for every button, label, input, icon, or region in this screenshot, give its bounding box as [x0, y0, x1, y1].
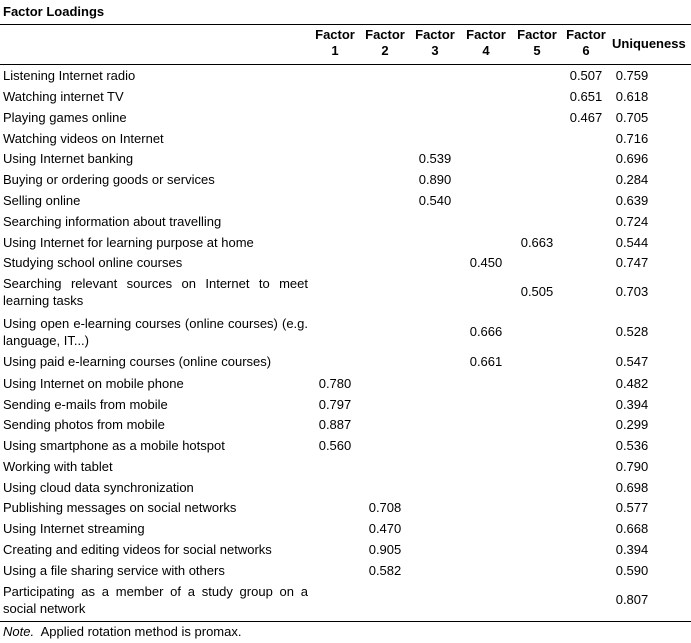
table-row [0, 416, 691, 436]
table-row [0, 375, 691, 395]
bottom-rule [0, 621, 691, 622]
row-label: Sending photos from mobile [3, 417, 165, 432]
loading-factor-1: 0.560 [318, 438, 352, 453]
uniqueness-value: 0.703 [615, 284, 649, 299]
uniqueness-value: 0.716 [615, 131, 649, 146]
table-row [0, 88, 691, 108]
table-caption: Factor Loadings [3, 4, 105, 19]
uniqueness-value: 0.618 [615, 89, 649, 104]
row-label: Using open e-learning courses (online courses) (e.g. language, IT...) [3, 316, 308, 348]
uniqueness-value: 0.547 [615, 354, 649, 369]
header-rule [0, 64, 691, 65]
table-row [0, 458, 691, 478]
row-label: Watching internet TV [3, 89, 124, 104]
uniqueness-value: 0.299 [615, 417, 649, 432]
uniqueness-value: 0.590 [615, 563, 649, 578]
loading-factor-1: 0.797 [318, 397, 352, 412]
row-label: Using paid e-learning courses (online courses) [3, 354, 272, 369]
table-row [0, 192, 691, 212]
table-row [0, 315, 691, 349]
loading-factor-6: 0.507 [569, 68, 603, 83]
row-label: Searching information about travelling [3, 214, 222, 229]
row-label: Working with tablet [3, 459, 113, 474]
loading-factor-4: 0.450 [469, 255, 503, 270]
loading-factor-6: 0.651 [569, 89, 603, 104]
loading-factor-3: 0.539 [418, 151, 452, 166]
loading-factor-2: 0.708 [368, 500, 402, 515]
row-label: Using cloud data synchronization [3, 480, 194, 495]
header-factor-2: Factor 2 [365, 27, 405, 58]
uniqueness-value: 0.698 [615, 480, 649, 495]
row-label: Participating as a member of a study group on a social network [3, 584, 308, 616]
table-row [0, 109, 691, 129]
uniqueness-value: 0.394 [615, 397, 649, 412]
uniqueness-value: 0.482 [615, 376, 649, 391]
row-label: Using Internet for learning purpose at home [3, 235, 254, 250]
header-factor-4: Factor 4 [466, 27, 506, 58]
note-text: Applied rotation method is promax. [40, 624, 242, 639]
uniqueness-value: 0.759 [615, 68, 649, 83]
loading-factor-2: 0.470 [368, 521, 402, 536]
row-label: Watching videos on Internet [3, 131, 164, 146]
table-row [0, 254, 691, 274]
table-row [0, 130, 691, 150]
loading-factor-1: 0.887 [318, 417, 352, 432]
table-row [0, 275, 691, 309]
header-factor-1: Factor 1 [315, 27, 355, 58]
header-factor-3: Factor 3 [415, 27, 455, 58]
row-label: Using a file sharing service with others [3, 563, 225, 578]
loading-factor-5: 0.663 [520, 235, 554, 250]
note-prefix: Note. [3, 624, 35, 639]
loading-factor-2: 0.905 [368, 542, 402, 557]
row-label: Publishing messages on social networks [3, 500, 237, 515]
table-row [0, 520, 691, 540]
loading-factor-4: 0.661 [469, 354, 503, 369]
header-factor-6: Factor 6 [566, 27, 606, 58]
row-label: Playing games online [3, 110, 127, 125]
table-row [0, 541, 691, 561]
row-label: Using smartphone as a mobile hotspot [3, 438, 225, 453]
loading-factor-6: 0.467 [569, 110, 603, 125]
uniqueness-value: 0.790 [615, 459, 649, 474]
table-row [0, 353, 691, 373]
uniqueness-value: 0.284 [615, 172, 649, 187]
uniqueness-value: 0.724 [615, 214, 649, 229]
table-note [3, 624, 241, 639]
table-row [0, 396, 691, 416]
header-factor-5: Factor 5 [517, 27, 557, 58]
uniqueness-value: 0.536 [615, 438, 649, 453]
header-uniqueness: Uniqueness [612, 36, 686, 51]
row-label: Sending e-mails from mobile [3, 397, 168, 412]
table-row [0, 213, 691, 233]
row-label: Using Internet streaming [3, 521, 145, 536]
row-label: Creating and editing videos for social networks [3, 542, 272, 557]
uniqueness-value: 0.668 [615, 521, 649, 536]
uniqueness-value: 0.747 [615, 255, 649, 270]
uniqueness-value: 0.807 [615, 592, 649, 607]
table-row [0, 583, 691, 617]
row-label: Listening Internet radio [3, 68, 136, 83]
loading-factor-5: 0.505 [520, 284, 554, 299]
row-label: Searching relevant sources on Internet to meet learning tasks [3, 276, 308, 308]
table-row [0, 562, 691, 582]
loading-factor-2: 0.582 [368, 563, 402, 578]
row-label: Buying or ordering goods or services [3, 172, 215, 187]
uniqueness-value: 0.544 [615, 235, 649, 250]
top-rule [0, 24, 691, 25]
loading-factor-3: 0.890 [418, 172, 452, 187]
table-row [0, 150, 691, 170]
loading-factor-3: 0.540 [418, 193, 452, 208]
table-row [0, 171, 691, 191]
loading-factor-1: 0.780 [318, 376, 352, 391]
row-label: Using Internet banking [3, 151, 134, 166]
row-label: Selling online [3, 193, 81, 208]
uniqueness-value: 0.639 [615, 193, 649, 208]
table-row [0, 67, 691, 87]
uniqueness-value: 0.705 [615, 110, 649, 125]
table-row [0, 499, 691, 519]
row-label: Using Internet on mobile phone [3, 376, 184, 391]
table-row [0, 479, 691, 499]
row-label: Studying school online courses [3, 255, 183, 270]
uniqueness-value: 0.696 [615, 151, 649, 166]
uniqueness-value: 0.528 [615, 324, 649, 339]
uniqueness-value: 0.577 [615, 500, 649, 515]
loading-factor-4: 0.666 [469, 324, 503, 339]
uniqueness-value: 0.394 [615, 542, 649, 557]
table-row [0, 437, 691, 457]
table-row [0, 234, 691, 254]
